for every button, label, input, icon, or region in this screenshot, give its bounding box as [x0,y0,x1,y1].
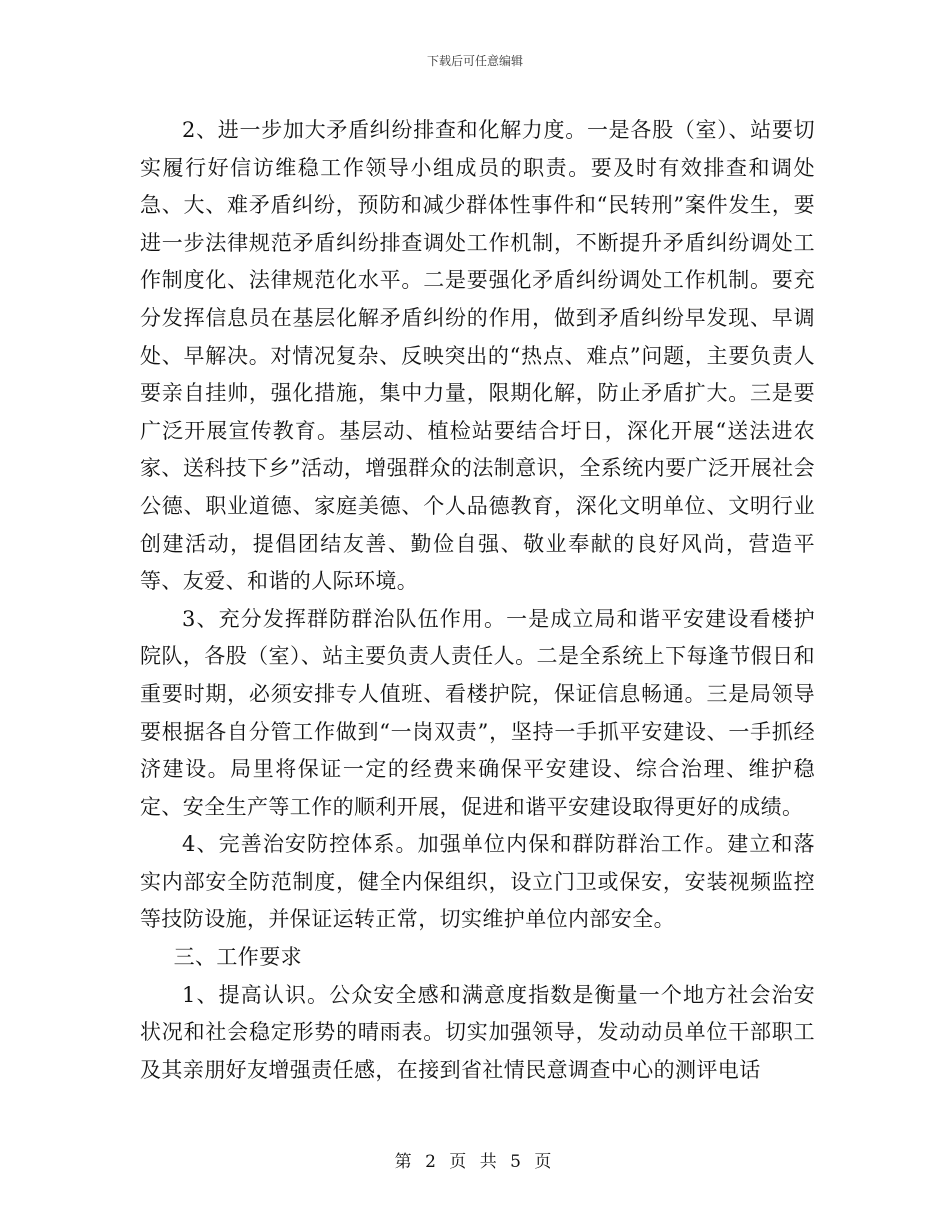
paragraph-item-2: 2、进一步加大矛盾纠纷排查和化解力度。一是各股（室）、站要切实履行好信访维稳工作领导小组成员的职责。要及时有效排查和调处急、大、难矛盾纠纷，预防和减少群体性事件和“民转刑”案件发生，要进一步法律规范矛盾纠纷排查调处工作机制，不断提升矛盾纠纷调处工作制度化、法律规范化水平。二是要强化矛盾纠纷调处工作机制。要充分发挥信息员在基层化解矛盾纠纷的作用，做到矛盾纠纷早发现、早调处、早解决。对情况复杂、反映突出的“热点、难点”问题，主要负责人要亲自挂帅，强化措施，集中力量，限期化解，防止矛盾扩大。三是要广泛开展宣传教育。基层动、植检站要结合圩日，深化开展“送法进农家、送科技下乡”活动，增强群众的法制意识，全系统内要广泛开展社会公德、职业道德、家庭美德、个人品德教育，深化文明单位、文明行业创建活动，提倡团结友善、勤俭自强、敬业奉献的良好风尚，营造平等、友爱、和谐的人际环境。 [140,118,815,594]
section-heading-work-requirements: 三、工作要求 [173,945,302,970]
document-body [140,112,815,1089]
paragraph-item-4: 4、完善治安防控体系。加强单位内保和群防群治工作。建立和落实内部安全防范制度，健全内保组织，设立门卫或保安，安装视频监控等技防设施，并保证运转正常，切实维护单位内部安全。 [140,832,815,932]
paragraph-requirement-1: 1、提高认识。公众安全感和满意度指数是衡量一个地方社会治安状况和社会稳定形势的晴雨表。切实加强领导，发动动员单位干部职工及其亲朋好友增强责任感，在接到省社情民意调查中心的测评电话 [140,982,815,1082]
page-number-footer: 第 2 页 共 5 页 [394,1152,556,1172]
page-header: 下载后可任意编辑 [426,54,523,68]
paragraph-item-3: 3、充分发挥群防群治队伍作用。一是成立局和谐平安建设看楼护院队，各股（室）、站主要负责人责任人。二是全系统上下每逢节假日和重要时期，必须安排专人值班、看楼护院，保证信息畅通。三是局领导要根据各自分管工作做到“一岗双责”，坚持一手抓平安建设、一手抓经济建设。局里将保证一定的经费来确保平安建设、综合治理、维护稳定、安全生产等工作的顺利开展，促进和谐平安建设取得更好的成绩。 [140,606,815,819]
